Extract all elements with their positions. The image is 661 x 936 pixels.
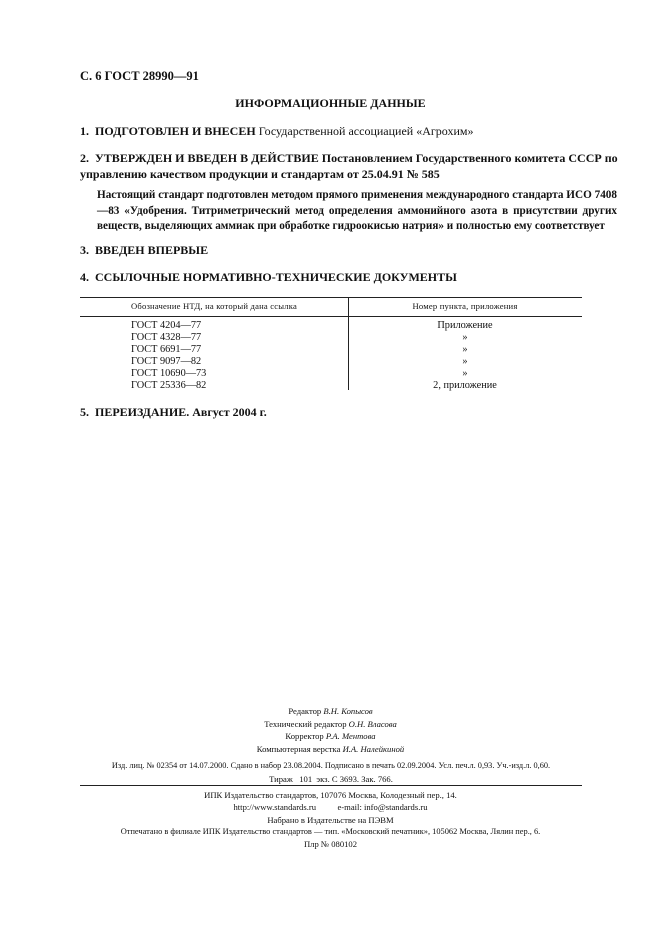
- ntd-designation: ГОСТ 10690—73: [131, 368, 207, 379]
- item-heading: ВВЕДЕН ВПЕРВЫЕ: [95, 243, 209, 257]
- ntd-designation: ГОСТ 4204—77: [131, 320, 202, 331]
- standard-note: Настоящий стандарт подготовлен методом прямого применения международного стандарта ИСО 7408—83 «Удобрения. Титриметрический метод определения аммонийного азота в присутствии других веществ, выделяющих аммиак при обработке гидроокисью натрия» и полностью ему соответствует: [97, 189, 617, 232]
- info-item-5: [80, 404, 620, 420]
- clause-number: »: [462, 332, 468, 343]
- clause-number: »: [462, 356, 468, 367]
- printing-line: http://www.standards.ru e-mail: info@standards.ru: [233, 802, 428, 813]
- table-header-designation: Обозначение НТД, на который дана ссылка: [130, 301, 298, 311]
- printing-line: Отпечатано в филиале ИПК Издательство стандартов — тип. «Московский печатник», 105062 Москва, Лялин пер., 6.: [120, 826, 541, 836]
- item-heading: ССЫЛОЧНЫЕ НОРМАТИВНО-ТЕХНИЧЕСКИЕ ДОКУМЕНТЫ: [95, 270, 457, 284]
- ntd-designation: ГОСТ 6691—77: [131, 344, 202, 355]
- divider: [80, 785, 582, 786]
- info-item-4: [80, 269, 620, 285]
- table-row: [80, 344, 582, 356]
- item-heading: ПОДГОТОВЛЕН И ВНЕСЕН: [95, 124, 256, 138]
- page-header: С. 6 ГОСТ 28990—91: [80, 69, 199, 83]
- table-row: [80, 320, 582, 332]
- credit-corrector: Корректор Р.А. Ментова: [285, 731, 376, 741]
- item-number: 5.: [80, 405, 89, 419]
- section-title: ИНФОРМАЦИОННЫЕ ДАННЫЕ: [235, 96, 426, 110]
- credits-block: [0, 705, 661, 755]
- table-header-row: [80, 297, 582, 317]
- clause-number: »: [462, 344, 468, 355]
- printing-line: Набрано в Издательстве на ПЭВМ: [267, 814, 394, 825]
- table-row: [80, 380, 582, 392]
- table-header-clause: Номер пункта, приложения: [412, 301, 518, 311]
- credit-editor: Редактор В.Н. Копысов: [288, 706, 373, 716]
- ntd-designation: ГОСТ 25336—82: [131, 380, 207, 391]
- printing-line: Плр № 080102: [303, 839, 358, 850]
- table-row: [80, 368, 582, 380]
- credit-layout: Компьютерная верстка И.А. Налейкиной: [256, 743, 405, 754]
- item-heading: ПЕРЕИЗДАНИЕ. Август 2004 г.: [95, 405, 267, 419]
- printing-line: ИПК Издательство стандартов, 107076 Москва, Колодезный пер., 14.: [204, 790, 457, 800]
- info-item-2: [80, 150, 620, 182]
- publication-info: [80, 760, 582, 785]
- clause-number: Приложение: [437, 320, 493, 331]
- publication-line: Тираж 101 экз. С 3693. Зак. 766.: [269, 773, 393, 784]
- item-text: Постановлением Государственного комитета СССР по управлению качеством продукции и стандартам от 25.04.91 № 585: [80, 151, 618, 181]
- item-number: 2.: [80, 151, 89, 165]
- ntd-designation: ГОСТ 9097—82: [131, 356, 202, 367]
- item-number: 3.: [80, 243, 89, 257]
- clause-number: 2, приложение: [433, 380, 497, 391]
- item-number: 1.: [80, 124, 89, 138]
- item-heading: УТВЕРЖДЕН И ВВЕДЕН В ДЕЙСТВИЕ: [95, 151, 319, 165]
- printing-info: [0, 789, 661, 850]
- table-row: [80, 356, 582, 368]
- item-text: Государственной ассоциацией «Агрохим»: [258, 124, 474, 138]
- publication-line: Изд. лиц. № 02354 от 14.07.2000. Сдано в набор 23.08.2004. Подписано в печать 02.09.2004. Усл. печ.л. 0,93. Уч.-изд.л. 0,60.: [111, 761, 551, 770]
- credit-tech-editor: Технический редактор О.Н. Власова: [264, 718, 397, 729]
- info-item-1: [80, 123, 620, 139]
- table-row: [80, 332, 582, 344]
- reference-table: [80, 297, 582, 392]
- info-item-3: [80, 242, 620, 258]
- clause-number: »: [462, 368, 468, 379]
- ntd-designation: ГОСТ 4328—77: [131, 332, 202, 343]
- item-number: 4.: [80, 270, 89, 284]
